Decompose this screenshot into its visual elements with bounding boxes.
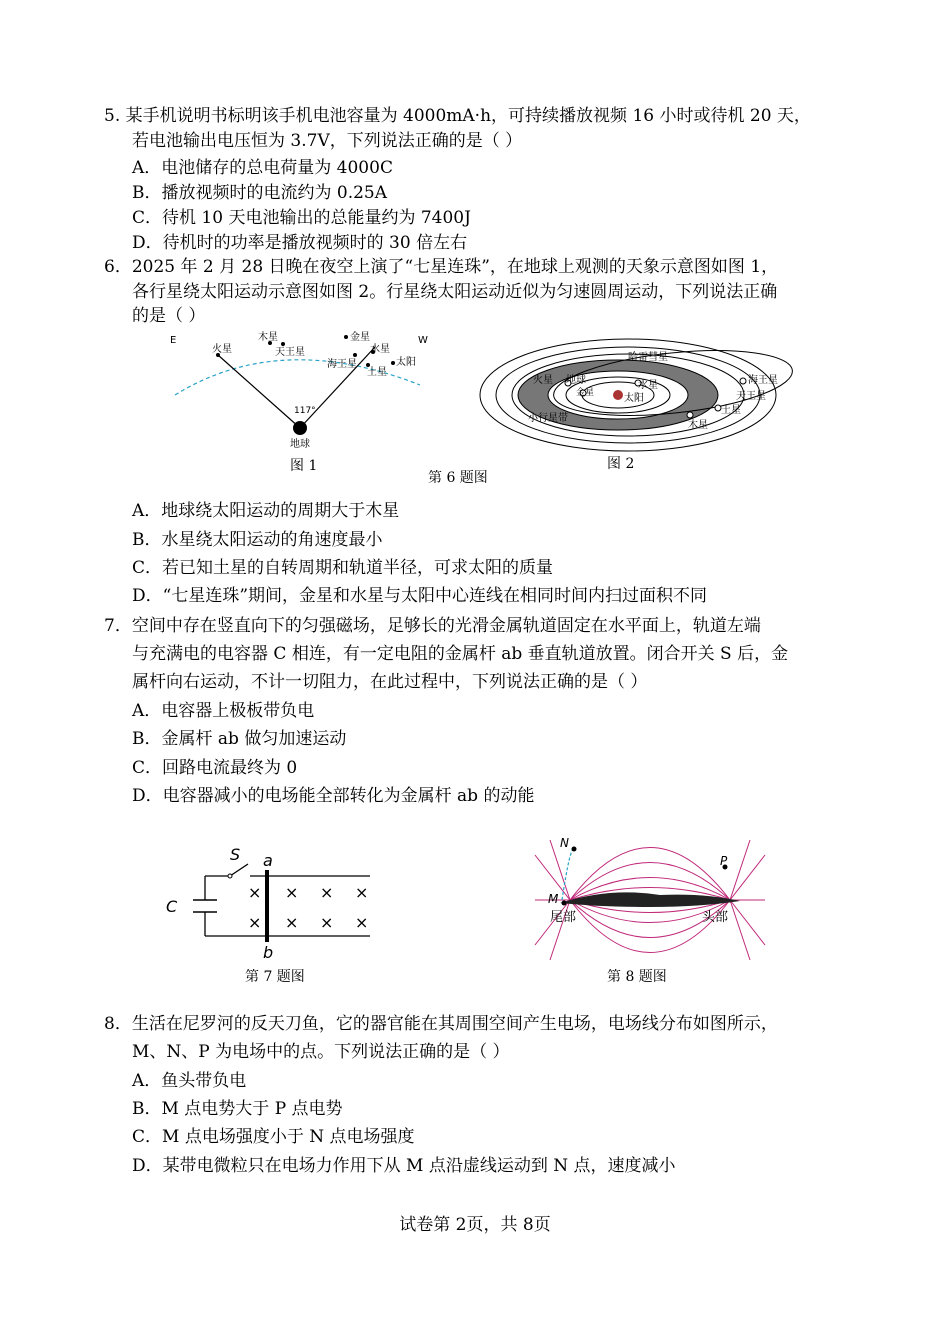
n-label: N xyxy=(560,836,569,850)
head-label: 头部 xyxy=(702,910,729,925)
halley-label: 哈雷彗星 xyxy=(628,352,668,363)
rod-bottom-label: b xyxy=(263,943,274,962)
mars-label: 火星 xyxy=(533,375,553,386)
cross-5: × xyxy=(248,913,262,932)
q7-line1: 7．空间中存在竖直向下的匀强磁场，足够长的光滑金属轨道固定在水平面上，轨道左端 xyxy=(104,616,761,636)
q5-option-c: C．待机 10 天电池输出的总能量约为 7400J xyxy=(132,208,471,228)
mercury-label: 水星 xyxy=(638,380,658,391)
uranus-label: 天王星 xyxy=(736,391,766,402)
rod-top-label: a xyxy=(263,851,273,870)
q5-line2: 若电池输出电压恒为 3.7V，下列说法正确的是（ ） xyxy=(132,131,523,151)
page-footer: 试卷第 2页，共 8页 xyxy=(399,1215,551,1235)
cross-3: × xyxy=(320,883,334,902)
q6-option-b: B．水星绕太阳运动的角速度最小 xyxy=(132,530,383,550)
q8-option-a: A．鱼头带负电 xyxy=(132,1071,247,1091)
q7-line2: 与充满电的电容器 C 相连，有一定电阻的金属杆 ab 垂直轨道放置。闭合开关 S 后，金 xyxy=(132,644,789,664)
q6-line1: 6．2025 年 2 月 28 日晚在夜空上演了“七星连珠”，在地球上观测的天象示意图如图 1， xyxy=(104,257,779,277)
sun-label: 太阳 xyxy=(396,357,416,368)
switch-label: S xyxy=(230,845,241,864)
q6-line3: 的是（ ） xyxy=(132,306,206,326)
q8-option-b: B．M 点电势大于 P 点电势 xyxy=(132,1099,343,1119)
tail-label: 尾部 xyxy=(550,910,577,925)
uranus-dot xyxy=(281,342,285,346)
q7-option-b: B．金属杆 ab 做匀加速运动 xyxy=(132,729,347,749)
venus-label: 金星 xyxy=(350,332,370,343)
neptune-dot xyxy=(353,353,357,357)
switch-blade xyxy=(230,864,248,876)
earth-dot xyxy=(293,421,307,435)
mercury-label: 水星 xyxy=(370,344,390,355)
sun-dot xyxy=(391,361,395,365)
venus-dot xyxy=(344,335,348,339)
capacitor-label: C xyxy=(166,897,178,916)
m-label: M xyxy=(548,892,559,906)
jupiter-label: 木星 xyxy=(688,420,708,431)
neptune-label: 海王星 xyxy=(327,359,357,370)
q5-option-b: B．播放视频时的电流约为 0.25A xyxy=(132,183,388,203)
fig8-field-lines xyxy=(530,835,770,965)
earth-label: 地球 xyxy=(566,375,586,386)
cross-4: × xyxy=(355,883,369,902)
fig6-caption: 第 6 题图 xyxy=(428,470,488,486)
fig6-1-caption: 图 1 xyxy=(290,458,318,474)
fig7-caption: 第 7 题图 xyxy=(245,969,305,985)
uranus-label: 天王星 xyxy=(275,347,305,358)
switch-pivot xyxy=(228,874,232,878)
east-label: E xyxy=(170,335,177,346)
q5-option-a: A．电池储存的总电荷量为 4000C xyxy=(132,158,393,178)
fig6-1-sky-diagram xyxy=(160,325,440,455)
jupiter-label: 木星 xyxy=(258,332,278,343)
q8-line1: 8．生活在尼罗河的反天刀鱼，它的器官能在其周围空间产生电场，电场线分布如图所示， xyxy=(104,1014,778,1034)
point-m xyxy=(562,901,567,906)
venus-label: 金星 xyxy=(576,388,595,398)
cross-2: × xyxy=(285,883,299,902)
cross-7: × xyxy=(320,913,334,932)
q6-option-a: A．地球绕太阳运动的周期大于木星 xyxy=(132,501,400,521)
q5-option-d: D．待机时的功率是播放视频时的 30 倍左右 xyxy=(132,233,468,253)
q5-line1: 5. 某手机说明书标明该手机电池容量为 4000mA·h，可持续播放视频 16 小时或待机 20 天， xyxy=(104,106,811,126)
saturn-label: 土星 xyxy=(721,405,741,416)
q7-option-d: D．电容器减小的电场能全部转化为金属杆 ab 的动能 xyxy=(132,786,535,806)
q8-option-d: D．某带电微粒只在电场力作用下从 M 点沿虚线运动到 N 点，速度减小 xyxy=(132,1156,676,1176)
earth-label: 地球 xyxy=(290,439,310,450)
asteroid-label: 小行星带 xyxy=(528,413,568,424)
q7-line3: 属杆向右运动，不计一切阻力，在此过程中，下列说法正确的是（ ） xyxy=(132,672,648,692)
west-label: W xyxy=(418,335,428,346)
saturn-label: 土星 xyxy=(367,367,387,378)
mars-label: 火星 xyxy=(212,344,232,355)
point-n xyxy=(572,847,577,852)
neptune-dot xyxy=(740,378,746,384)
sun-label: 太阳 xyxy=(624,393,644,404)
q6-line2: 各行星绕太阳运动示意图如图 2。行星绕太阳运动近似为匀速圆周运动，下列说法正确 xyxy=(132,282,778,302)
q8-line2: M、N、P 为电场中的点。下列说法正确的是（ ） xyxy=(132,1042,510,1062)
fig6-2-solar-system xyxy=(478,333,808,455)
q6-option-c: C．若已知土星的自转周期和轨道半径，可求太阳的质量 xyxy=(132,558,554,578)
sightline-mars xyxy=(218,355,300,428)
q7-option-a: A．电容器上极板带负电 xyxy=(132,701,315,721)
sun-icon xyxy=(613,390,623,400)
fig8-caption: 第 8 题图 xyxy=(607,969,667,985)
fig6-2-caption: 图 2 xyxy=(607,456,635,472)
neptune-label: 海王星 xyxy=(748,375,778,386)
cross-8: × xyxy=(355,913,369,932)
angle-label: 117° xyxy=(294,406,316,416)
q8-option-c: C．M 点电场强度小于 N 点电场强度 xyxy=(132,1127,415,1147)
cross-6: × xyxy=(285,913,299,932)
q7-option-c: C．回路电流最终为 0 xyxy=(132,758,298,778)
cross-1: × xyxy=(248,883,262,902)
p-label: P xyxy=(720,854,728,868)
q6-option-d: D．“七星连珠”期间，金星和水星与太阳中心连线在相同时间内扫过面积不同 xyxy=(132,586,708,606)
jupiter-dot xyxy=(687,412,693,418)
fig7-circuit xyxy=(160,840,390,970)
